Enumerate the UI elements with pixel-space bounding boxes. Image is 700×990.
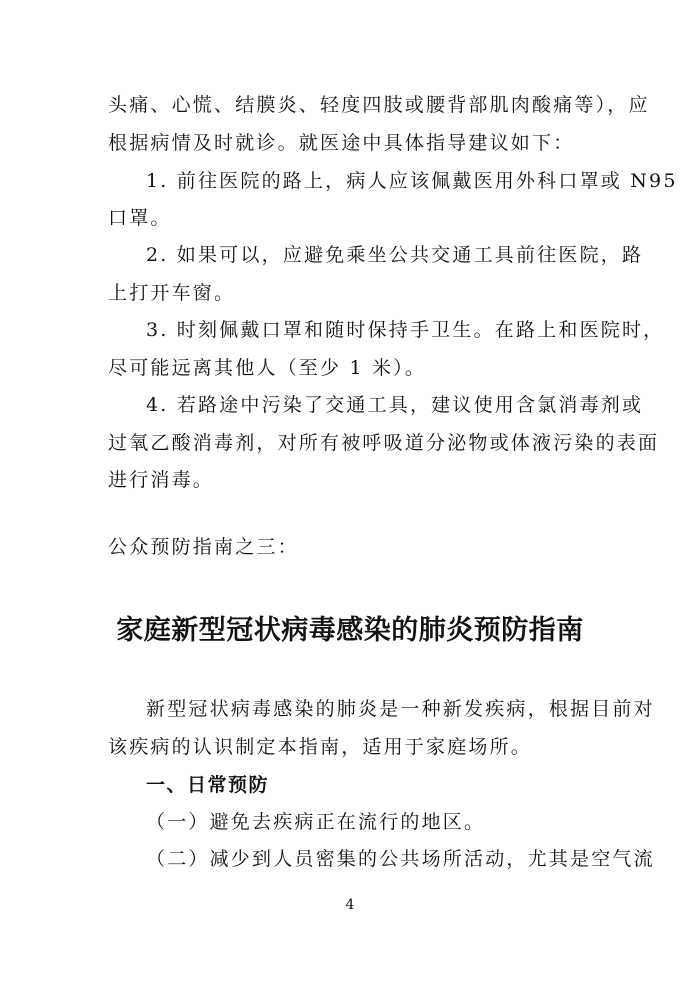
body-line: 尽可能远离其他人（至少 1 米）。 <box>108 357 427 379</box>
page-number: 4 <box>345 897 355 913</box>
body-line: 进行消毒。 <box>108 469 215 491</box>
section-heading: 一、日常预防 <box>146 774 270 796</box>
subsection-item: （二）减少到人员密集的公共场所活动，尤其是空气流 <box>146 848 655 870</box>
list-item-1: 1. 前往医院的路上，病人应该佩戴医用外科口罩或 N95 <box>146 170 678 192</box>
intro-line: 该疾病的认识制定本指南，适用于家庭场所。 <box>108 736 533 758</box>
intro-line: 新型冠状病毒感染的肺炎是一种新发疾病，根据目前对 <box>146 698 655 720</box>
list-item-4: 4. 若路途中污染了交通工具，建议使用含氯消毒剂或 <box>146 394 644 416</box>
document-title: 家庭新型冠状病毒感染的肺炎预防指南 <box>116 615 584 646</box>
list-item-2: 2. 如果可以，应避免乘坐公共交通工具前往医院，路 <box>146 244 644 266</box>
body-line: 过氧乙酸消毒剂，对所有被呼吸道分泌物或体液污染的表面 <box>108 432 660 454</box>
body-line: 口罩。 <box>108 207 172 229</box>
list-item-3: 3. 时刻佩戴口罩和随时保持手卫生。在路上和医院时， <box>146 319 665 341</box>
body-line: 头痛、心慌、结膜炎、轻度四肢或腰背部肌肉酸痛等），应 <box>108 94 650 116</box>
subsection-item: （一）避免去疾病正在流行的地区。 <box>146 811 486 833</box>
body-line: 上打开车窗。 <box>108 282 236 304</box>
body-line: 根据病情及时就诊。就医途中具体指导建议如下： <box>108 132 575 154</box>
guide-label: 公众预防指南之三： <box>108 536 299 558</box>
